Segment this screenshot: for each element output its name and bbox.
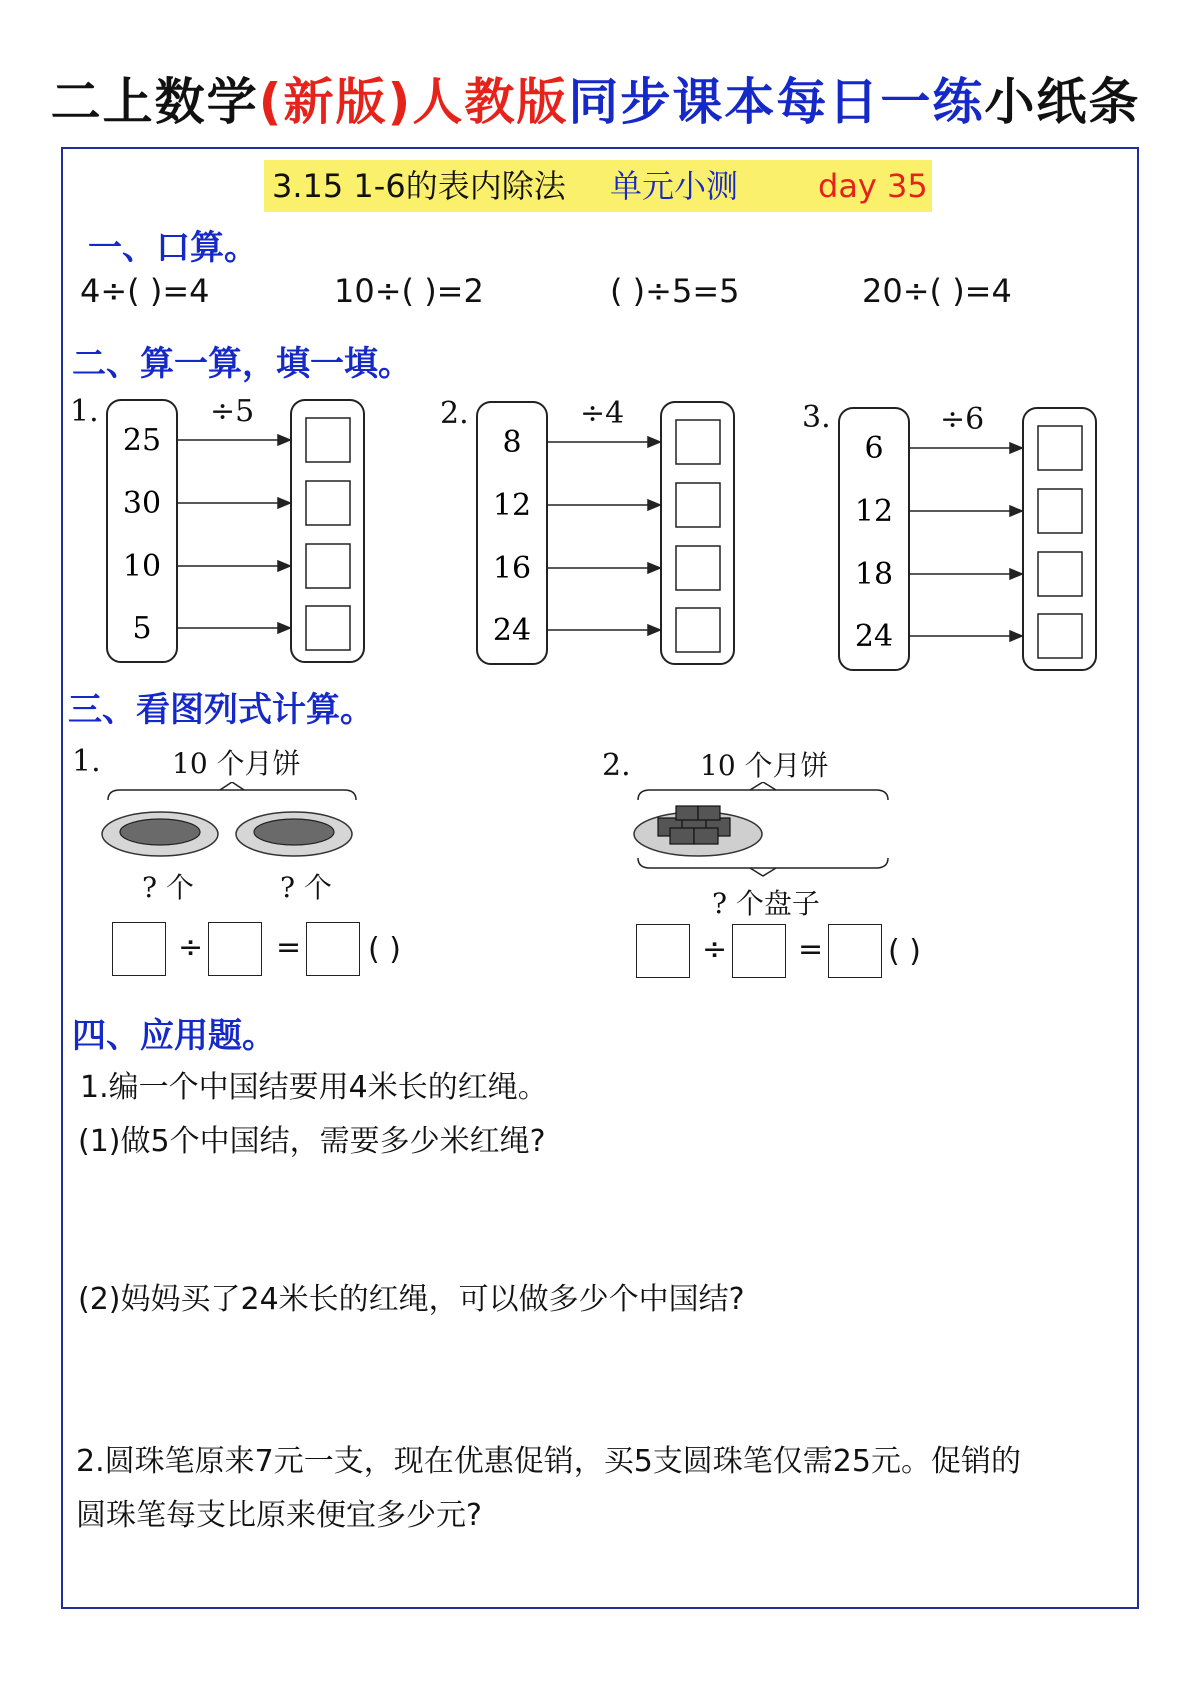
eq1-divide-sign: ÷ (178, 930, 204, 965)
dividend-4: 5 (132, 611, 152, 646)
group1-diagram (100, 398, 370, 670)
arrowhead (1010, 569, 1022, 579)
eq2-equals-sign: = (798, 932, 824, 967)
picture1-total: 10 个月饼 (172, 747, 301, 780)
dividend-3: 10 (122, 549, 162, 584)
eq2-box-dividend[interactable] (636, 924, 690, 978)
arrowhead (648, 563, 660, 573)
group1-label: 1. (70, 394, 99, 429)
oral-item-4: 20÷( )=4 (862, 272, 1012, 310)
brace-top (638, 790, 888, 800)
dividend-4: 24 (854, 619, 894, 654)
oral-item-2: 10÷( )=2 (334, 272, 484, 310)
brace-bottom (638, 858, 888, 868)
arrowhead (278, 435, 290, 445)
eq1-box-dividend[interactable] (112, 922, 166, 976)
answer-box[interactable] (1038, 426, 1082, 470)
group3-label: 3. (802, 400, 831, 435)
page-title: 二上数学(新版)人教版同步课本每日一练小纸条 (50, 73, 1141, 131)
answer-box[interactable] (306, 544, 350, 588)
arrowhead (278, 623, 290, 633)
picture1-label: 1. (72, 744, 101, 779)
arrowhead (1010, 631, 1022, 641)
answer-box[interactable] (676, 420, 720, 464)
plate2-count: ? 个 (280, 871, 332, 904)
unit-label: 单元小测 (610, 167, 739, 205)
brace (108, 790, 356, 800)
group2-diagram (470, 400, 740, 672)
eq1-equals-sign: = (276, 930, 302, 965)
dividend-3: 16 (492, 551, 532, 586)
plate1-count: ? 个 (142, 871, 194, 904)
problem1-part2: (2)妈妈买了24米长的红绳，可以做多少个中国结? (78, 1282, 745, 1317)
dividend-1: 25 (122, 423, 162, 458)
eq2-unit-blank[interactable]: ( ) (888, 934, 921, 969)
arrowhead (648, 500, 660, 510)
oral-item-1: 4÷( )=4 (80, 272, 210, 310)
answer-box[interactable] (1038, 489, 1082, 533)
lesson-title: 3.15 1-6的表内除法 (272, 167, 566, 205)
dividend-2: 12 (854, 494, 894, 529)
eq1-unit-blank[interactable]: ( ) (368, 932, 401, 967)
brace-bottom-tip (750, 868, 776, 876)
dividend-2: 30 (122, 486, 162, 521)
section1-heading: 一、口算。 (88, 228, 258, 268)
problem1-stem: 1.编一个中国结要用4米长的红绳。 (80, 1070, 548, 1105)
lesson-banner (264, 160, 932, 212)
picture2-total: 10 个月饼 (700, 749, 829, 782)
dividend-2: 12 (492, 488, 532, 523)
answer-box[interactable] (306, 418, 350, 462)
plate-2 (236, 812, 352, 856)
dividend-3: 18 (854, 557, 894, 592)
answer-box[interactable] (676, 608, 720, 652)
section4-heading: 四、应用题。 (72, 1016, 276, 1056)
eq1-box-quotient[interactable] (306, 922, 360, 976)
group3-diagram (832, 406, 1102, 678)
answer-box[interactable] (676, 483, 720, 527)
problem2-line1: 2.圆珠笔原来7元一支，现在优惠促销，买5支圆珠笔仅需25元。促销的 (76, 1444, 1021, 1479)
problem2-line2: 圆珠笔每支比原来便宜多少元? (76, 1498, 482, 1533)
picture2-label: 2. (602, 748, 631, 783)
dividend-4: 24 (492, 613, 532, 648)
group1-operator: ÷5 (210, 394, 255, 429)
eq2-box-quotient[interactable] (828, 924, 882, 978)
dividend-1: 6 (864, 431, 884, 466)
problem1-part1: (1)做5个中国结，需要多少米红绳? (78, 1124, 546, 1159)
answer-box[interactable] (306, 481, 350, 525)
plate-1 (102, 812, 218, 856)
section3-heading: 三、看图列式计算。 (68, 690, 374, 730)
brace-top-tip (750, 782, 776, 790)
group3-operator: ÷6 (940, 402, 985, 437)
plates-figure (100, 782, 380, 862)
day-label: day 35 (818, 167, 928, 205)
brace-tip (220, 782, 244, 790)
group2-label: 2. (440, 396, 469, 431)
answer-box[interactable] (1038, 614, 1082, 658)
arrowhead (1010, 443, 1022, 453)
arrowhead (278, 498, 290, 508)
group2-operator: ÷4 (580, 396, 625, 431)
section2-heading: 二、算一算，填一填。 (72, 344, 412, 384)
arrowhead (648, 437, 660, 447)
arrowhead (648, 625, 660, 635)
eq2-box-divisor[interactable] (732, 924, 786, 978)
answer-box[interactable] (1038, 552, 1082, 596)
arrowhead (1010, 506, 1022, 516)
mooncake-plate-figure (630, 782, 900, 882)
dividend-1: 8 (502, 425, 522, 460)
plates-count: ? 个盘子 (712, 887, 820, 920)
answer-box[interactable] (306, 606, 350, 650)
eq1-box-divisor[interactable] (208, 922, 262, 976)
eq2-divide-sign: ÷ (702, 932, 728, 967)
answer-box[interactable] (676, 546, 720, 590)
oral-item-3: ( )÷5=5 (610, 272, 740, 310)
arrowhead (278, 561, 290, 571)
